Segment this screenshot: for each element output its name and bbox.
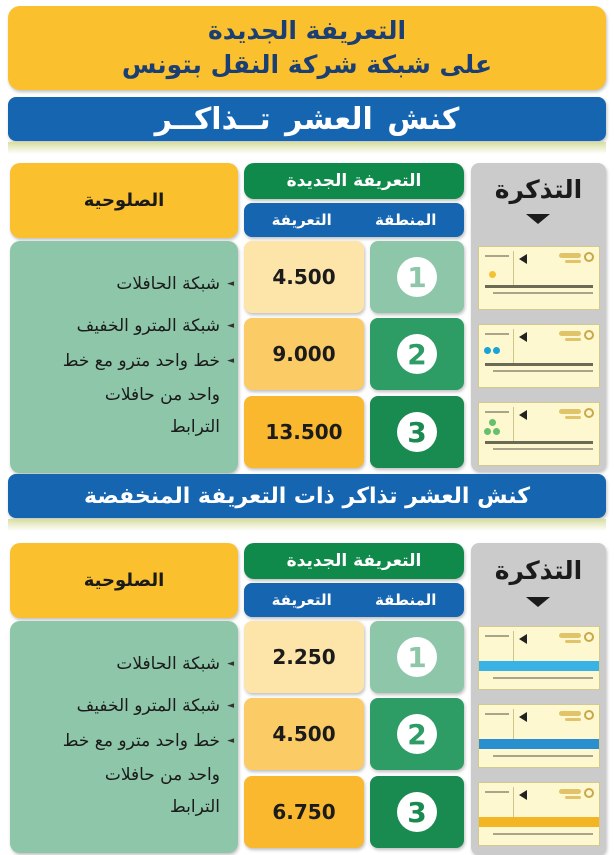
zone-dot-icon xyxy=(493,347,500,354)
validity-line-combo: ◄ خط واحد مترو مع خط xyxy=(22,349,234,373)
fare-cell: 4.500 xyxy=(244,241,364,313)
ticket-image xyxy=(478,246,600,310)
fare-cell: 13.500 xyxy=(244,396,364,468)
column-subheaders xyxy=(244,583,464,617)
validity-line-metro: ◄ شبكة المترو الخفيف xyxy=(22,314,234,338)
ticket-color-band xyxy=(479,739,599,749)
section-title-bar: كنش العشر تــذاكــر xyxy=(8,97,606,141)
zone-dot-icon xyxy=(493,428,500,435)
arrow-icon xyxy=(519,332,527,342)
arrow-icon xyxy=(519,254,527,264)
validity-line-combo: ◄ خط واحد مترو مع خط xyxy=(22,729,234,753)
company-logo-icon xyxy=(584,252,594,262)
zone-dot-icon xyxy=(489,419,496,426)
section-divider xyxy=(8,519,606,531)
down-arrow-icon xyxy=(526,597,550,607)
zone-cell xyxy=(370,621,464,693)
ticket-image xyxy=(478,324,600,388)
validity-line-combo-3: الترابط xyxy=(169,797,220,817)
ticket-image xyxy=(478,782,600,846)
column-subheaders xyxy=(244,203,464,237)
validity-line-bus: ◄ شبكة الحافلات xyxy=(22,652,234,676)
validity-line-metro: ◄ شبكة المترو الخفيف xyxy=(22,694,234,718)
fare-cell: 2.250 xyxy=(244,621,364,693)
zone-cell xyxy=(370,241,464,313)
fare-cell: 4.500 xyxy=(244,698,364,770)
ticket-image xyxy=(478,402,600,466)
arrow-icon xyxy=(519,410,527,420)
column-header-new-fare: التعريفة الجديدة xyxy=(244,543,464,579)
zone-number: 1 xyxy=(397,637,437,677)
zone-cell xyxy=(370,776,464,848)
arrow-icon xyxy=(519,712,527,722)
validity-line-combo-2: واحد من حافلات xyxy=(104,765,220,785)
validity-line-combo-3: الترابط xyxy=(169,417,220,437)
section-divider xyxy=(8,142,606,154)
company-logo-icon xyxy=(584,330,594,340)
arrow-icon xyxy=(519,634,527,644)
zone-number: 2 xyxy=(397,714,437,754)
header-title-line2: على شبكة شركة النقل بتونس xyxy=(121,50,493,79)
zone-cell xyxy=(370,318,464,390)
validity-lines xyxy=(22,241,234,473)
zone-cell xyxy=(370,698,464,770)
validity-line-combo-2: واحد من حافلات xyxy=(104,385,220,405)
zone-dot-icon xyxy=(484,428,491,435)
column-header-validity: الصلوحية xyxy=(10,543,238,618)
ticket-image xyxy=(478,626,600,690)
company-logo-icon xyxy=(584,408,594,418)
section-title-bar: كنش العشر تذاكر ذات التعريفة المنخفضة xyxy=(8,474,606,518)
zone-dot-icon xyxy=(489,271,496,278)
down-arrow-icon xyxy=(526,214,550,224)
column-header-ticket: التذكرة xyxy=(494,174,583,204)
header-title-line1: التعريفة الجديدة xyxy=(207,16,407,45)
column-header-zone: المنطقة xyxy=(374,591,437,609)
fare-cell: 9.000 xyxy=(244,318,364,390)
column-header-ticket: التذكرة xyxy=(494,555,583,585)
zone-number: 3 xyxy=(397,792,437,832)
zone-number: 1 xyxy=(397,257,437,297)
column-header-new-fare: التعريفة الجديدة xyxy=(244,163,464,199)
ticket-image xyxy=(478,704,600,768)
validity-lines xyxy=(22,621,234,853)
validity-line-bus: ◄ شبكة الحافلات xyxy=(22,272,234,296)
header-banner xyxy=(8,6,606,90)
arrow-icon xyxy=(519,790,527,800)
company-logo-icon xyxy=(584,710,594,720)
zone-number: 2 xyxy=(397,334,437,374)
company-logo-icon xyxy=(584,632,594,642)
company-logo-icon xyxy=(584,788,594,798)
ticket-color-band xyxy=(479,817,599,827)
column-header-zone: المنطقة xyxy=(374,211,437,229)
zone-number: 3 xyxy=(397,412,437,452)
zone-cell xyxy=(370,396,464,468)
column-header-fare: التعريفة xyxy=(271,591,332,609)
column-header-validity: الصلوحية xyxy=(10,163,238,238)
fare-cell: 6.750 xyxy=(244,776,364,848)
zone-dot-icon xyxy=(484,347,491,354)
ticket-color-band xyxy=(479,661,599,671)
column-header-fare: التعريفة xyxy=(271,211,332,229)
